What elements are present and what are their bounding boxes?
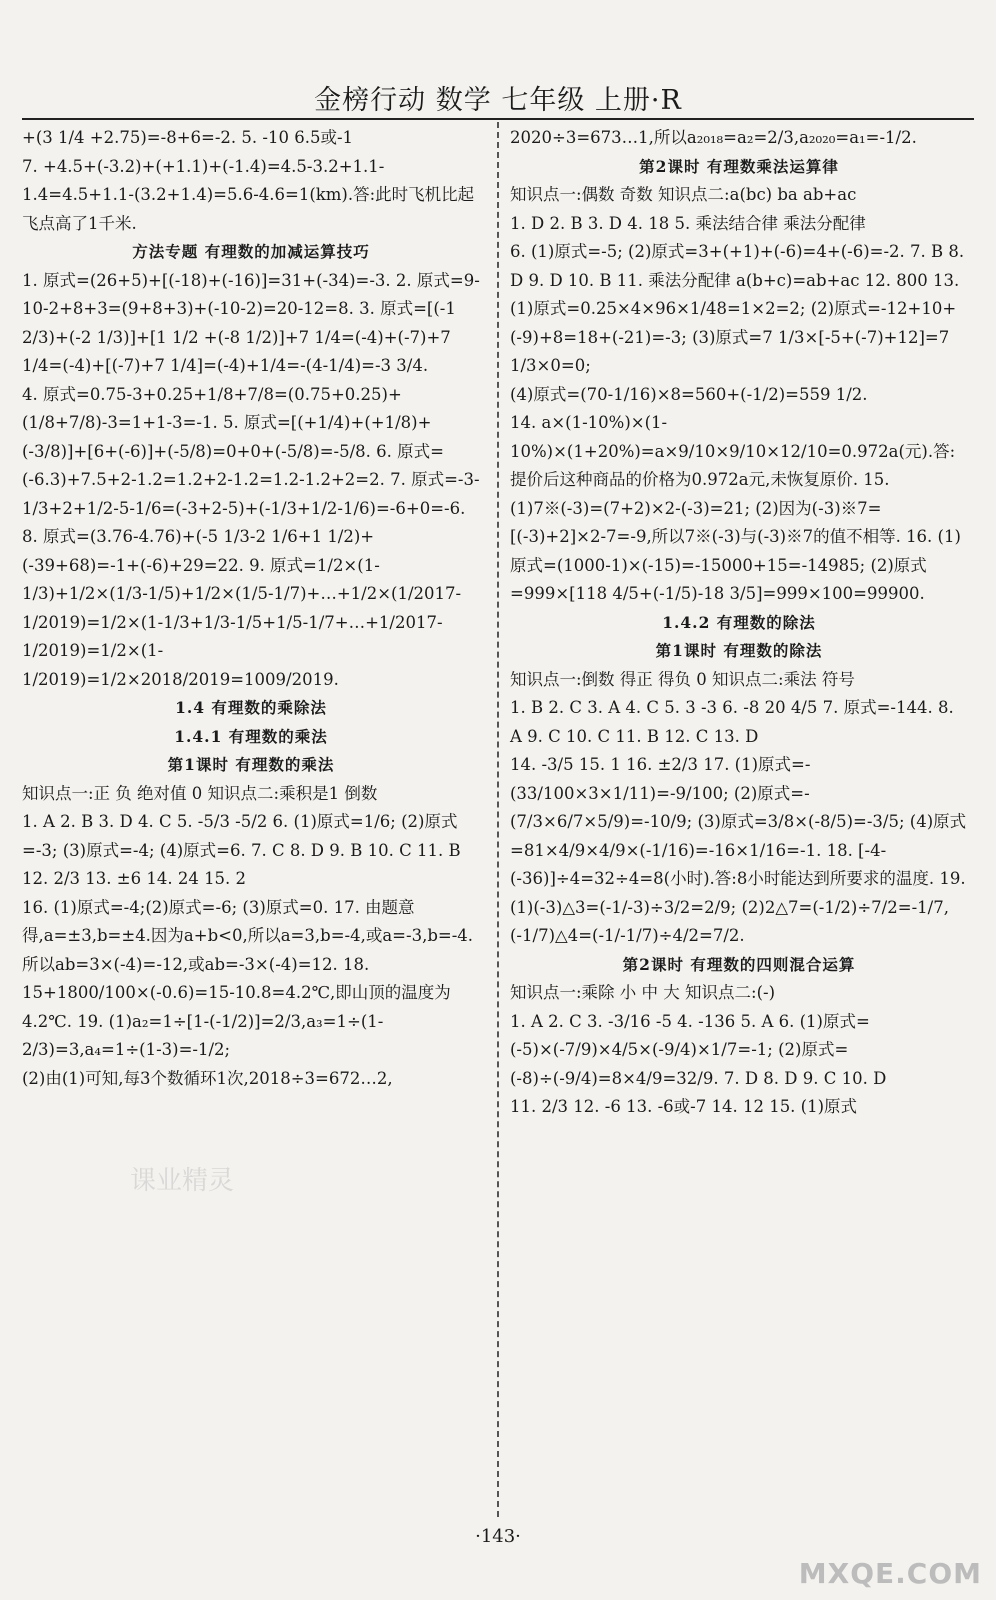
- left-column: [22, 124, 480, 1093]
- stamp-mark-1: 课业精灵: [130, 1166, 235, 1196]
- section-heading: 1.4.2 有理数的除法: [662, 612, 816, 632]
- answer-paragraph: (4)原式=(70-1/16)×8=560+(-1/2)=559 1/2.: [510, 384, 868, 404]
- answer-paragraph: 14. -3/5 15. 1 16. ±2/3 17. (1)原式=-(33/100×3×1/11)=-9/100; (2)原式=-(7/3×6/7×5/9)=-10/9; (3)原式=3/8×(-8/5)=-3/5; (4)原式=81×4/9×4/9×(-1/16)=-16×1/16=-1. 18. [-4-(-36)]÷4=32÷4=8(小时).答:8小时能达到所要求的温度. 19. (1)(-3)△3=(-1/-3)÷3/2=2/9; (2)2△7=(-1/2)÷7/2=-1/7,(-1/7)△4=(-1/-1/7)÷4/2=7/2.: [510, 755, 967, 945]
- answer-paragraph: 16. (1)原式=-4;(2)原式=-6; (3)原式=0. 17. 由题意得,a=±3,b=±4.因为a+b<0,所以a=3,b=-4,或a=-3,b=-4.所以ab=3×(-4)=-12,或ab=-3×(-4)=12. 18. 15+1800/100×(-0.6)=15-10.8=4.2℃,即山顶的温度为4.2℃. 19. (1)a₂=1÷[1-(-1/2)]=2/3,a₃=1÷(1-2/3)=3,a₄=1÷(1-3)=-1/2;: [22, 897, 474, 1059]
- answer-paragraph: 知识点一:倒数 得正 得负 0 知识点二:乘法 符号: [510, 669, 855, 689]
- answer-paragraph: 知识点一:乘除 小 中 大 知识点二:(-): [510, 983, 776, 1002]
- answer-paragraph: 7. +4.5+(-3.2)+(+1.1)+(-1.4)=4.5-3.2+1.1-1.4=4.5+1.1-(3.2+1.4)=5.6-4.6=1(km).答:此时飞机比起飞点高了1千米.: [22, 156, 475, 233]
- answer-paragraph: (2)由(1)可知,每3个数循环1次,2018÷3=672…2,: [22, 1068, 393, 1088]
- answer-paragraph: 知识点一:正 负 绝对值 0 知识点二:乘积是1 倒数: [22, 783, 378, 803]
- answer-paragraph: 1. A 2. B 3. D 4. C 5. -5/3 -5/2 6. (1)原式=1/6; (2)原式=-3; (3)原式=-4; (4)原式=6. 7. C 8. D 9. B 10. C 11. B 12. 2/3 13. ±6 14. 24 15. 2: [22, 812, 461, 888]
- page-number: ·143·: [475, 1526, 521, 1547]
- header-rule: [22, 118, 974, 120]
- answer-paragraph: 4. 原式=0.75-3+0.25+1/8+7/8=(0.75+0.25)+(1/8+7/8)-3=1+1-3=-1. 5. 原式=[(+1/4)+(+1/8)+(-3/8)]+[6+(-6)]+(-5/8)=0+0+(-5/8)=-5/8. 6. 原式=(-6.3)+7.5+2-1.2=1.2+2-1.2=1.2-1.2+2=2. 7. 原式=-3-1/3+2+1/2-5-1/6=(-3+2-5)+(-1/3+1/2-1/6)=-6+0=-6. 8. 原式=(3.76-4.76)+(-5 1/3-2 1/6+1 1/2)+(-39+68)=-1+(-6)+29=22. 9. 原式=1/2×(1-1/3)+1/2×(1/3-1/5)+1/2×(1/5-1/7)+…+1/2×(1/2017-1/2019)=1/2×(1-1/3+1/3-1/5+1/5-1/7+…+1/2017-1/2019)=1/2×(1-1/2019)=1/2×2018/2019=1009/2019.: [22, 384, 480, 689]
- page-header: 金榜行动 数学 七年级 上册·R: [314, 85, 682, 116]
- answer-paragraph: 11. 2/3 12. -6 13. -6或-7 14. 12 15. (1)原式: [510, 1097, 858, 1116]
- section-heading: 1.4 有理数的乘除法: [175, 698, 327, 717]
- section-heading: 第1课时 有理数的除法: [655, 641, 823, 660]
- answer-paragraph: 1. D 2. B 3. D 4. 18 5. 乘法结合律 乘法分配律: [510, 213, 866, 233]
- answer-paragraph: 1. B 2. C 3. A 4. C 5. 3 -3 6. -8 20 4/5 7. 原式=-144. 8. A 9. C 10. C 11. B 12. C 13. D: [510, 698, 954, 746]
- answer-paragraph: 14. a×(1-10%)×(1-10%)×(1+20%)=a×9/10×9/10×12/10=0.972a(元).答:提价后这种商品的价格为0.972a元,未恢复原价. 15. (1)7※(-3)=(7+2)×2-(-3)=21; (2)因为(-3)※7=[(-3)+2]×2-7=-9,所以7※(-3)与(-3)※7的值不相等. 16. (1)原式=(1000-1)×(-15)=-15000+15=-14985; (2)原式=999×[118 4/5+(-1/5)-18 3/5]=999×100=99900.: [510, 413, 961, 603]
- answer-paragraph: 6. (1)原式=-5; (2)原式=3+(+1)+(-6)=4+(-6)=-2. 7. B 8. D 9. D 10. B 11. 乘法分配律 a(b+c)=ab+ac 12. 800 13. (1)原式=0.25×4×96×1/48=1×2=2; (2)原式=-12+10+(-9)+8=18+(-21)=-3; (3)原式=7 1/3×[-5+(-7)+12]=7 1/3×0=0;: [510, 242, 965, 375]
- section-heading: 方法专题 有理数的加减运算技巧: [132, 242, 370, 261]
- section-heading: 第2课时 有理数的四则混合运算: [622, 954, 856, 974]
- answer-paragraph: 1. 原式=(26+5)+[(-18)+(-16)]=31+(-34)=-3. 2. 原式=9-10-2+8+3=(9+8+3)+(-10-2)=20-12=8. 3. 原式=[(-1 2/3)+(-2 1/3)]+[1 1/2 +(-8 1/2)]+7 1/4=(-4)+(-7)+7 1/4=(-4)+[(-7)+7 1/4]=(-4)+1/4=-(4-1/4)=-3 3/4.: [22, 270, 480, 375]
- right-column: [510, 124, 968, 1122]
- watermark-logo: MXQE.COM: [798, 1557, 982, 1590]
- answer-paragraph: 2020÷3=673…1,所以a₂₀₁₈=a₂=2/3,a₂₀₂₀=a₁=-1/2.: [510, 128, 917, 147]
- answer-paragraph: +(3 1/4 +2.75)=-8+6=-2. 5. -10 6.5或-1: [22, 128, 354, 147]
- answer-paragraph: 1. A 2. C 3. -3/16 -5 4. -136 5. A 6. (1)原式=(-5)×(-7/9)×4/5×(-9/4)×1/7=-1; (2)原式=(-8)÷(-9/4)=8×4/9=32/9. 7. D 8. D 9. C 10. D: [510, 1011, 887, 1088]
- answer-paragraph: 知识点一:偶数 奇数 知识点二:a(bc) ba ab+ac: [510, 185, 857, 204]
- section-heading: 第1课时 有理数的乘法: [167, 755, 335, 774]
- column-divider: [497, 122, 501, 1517]
- section-heading: 1.4.1 有理数的乘法: [174, 726, 328, 746]
- section-heading: 第2课时 有理数乘法运算律: [639, 156, 839, 176]
